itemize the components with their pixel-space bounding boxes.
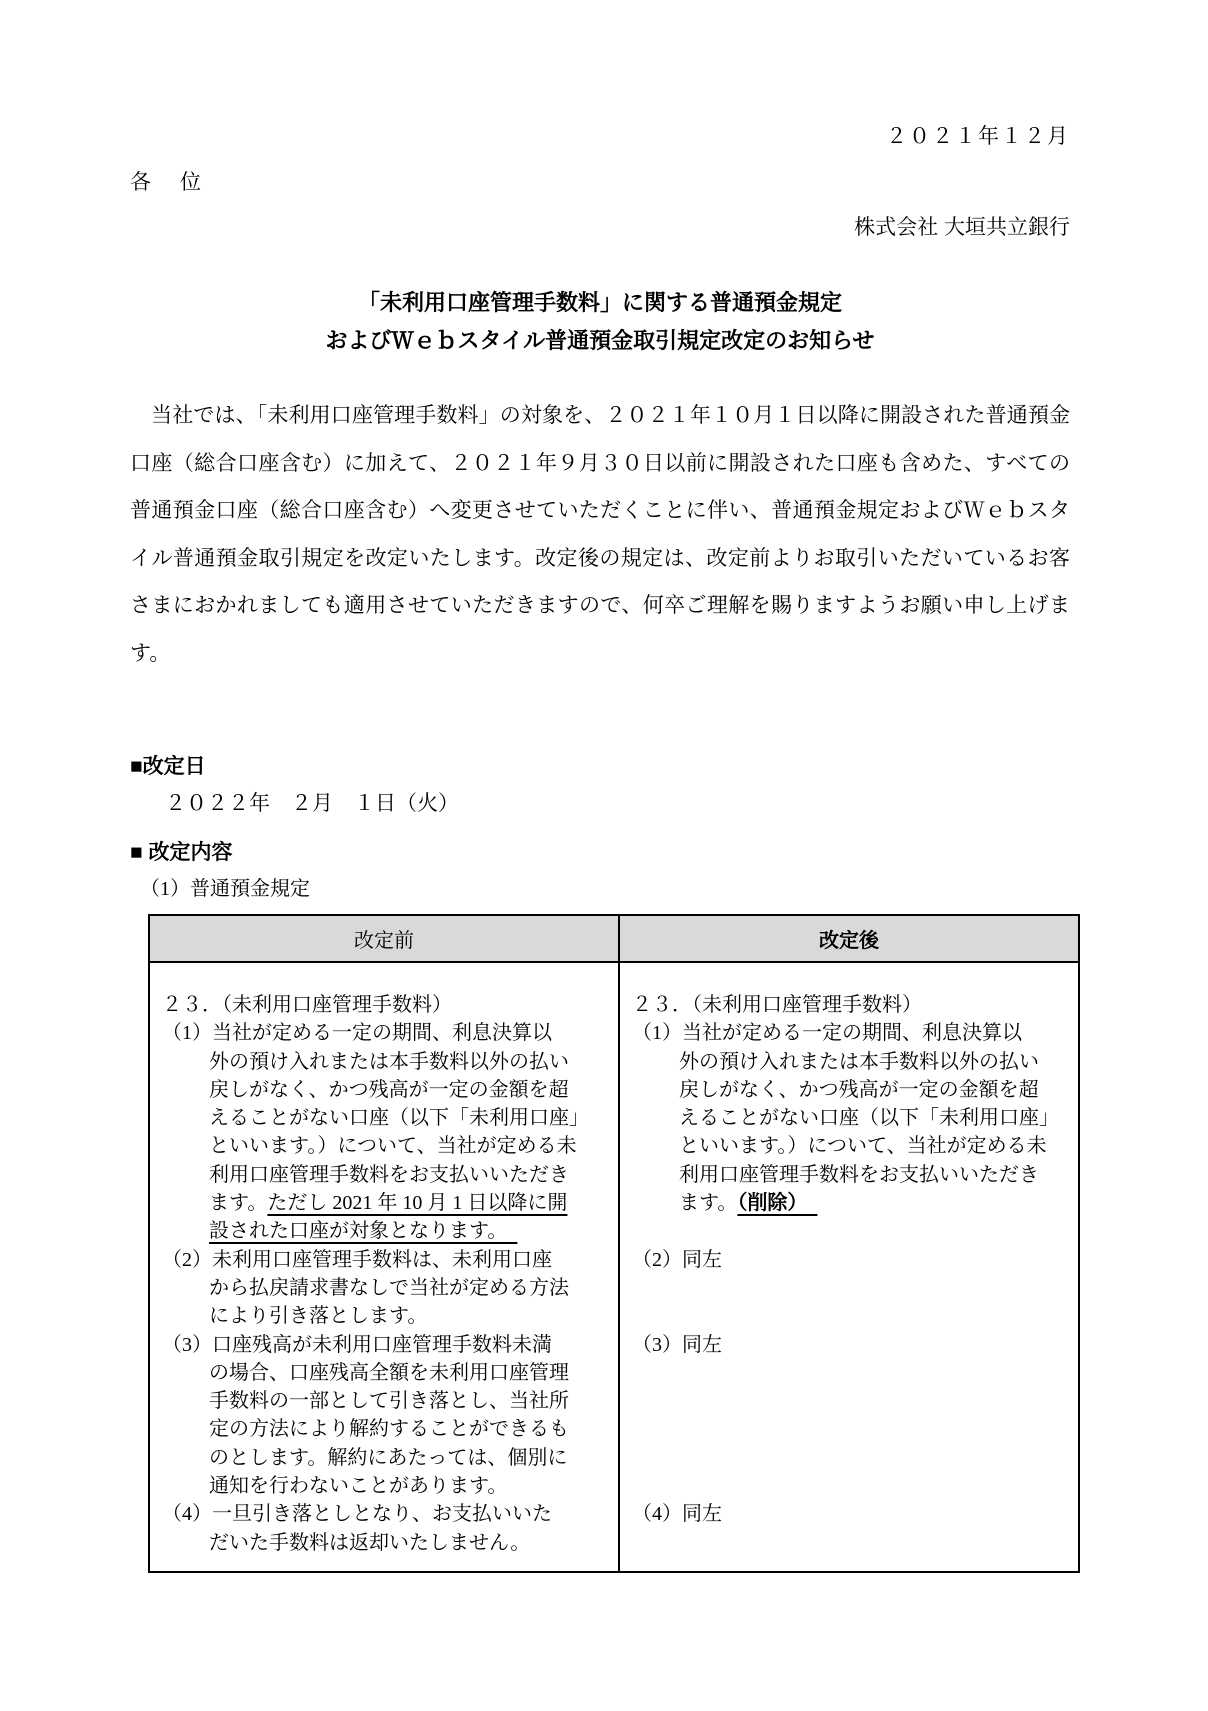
text-segment: 利用口座管理手数料をお支払いいただき	[679, 1163, 1039, 1186]
table-line	[162, 1076, 610, 1104]
table-line	[162, 1444, 610, 1472]
table-line	[632, 1048, 1070, 1076]
table-line	[162, 1246, 610, 1274]
comparison-table-header-row	[149, 915, 1079, 962]
underlined-text: （削除）	[737, 1192, 818, 1215]
text-segment: 利用口座管理手数料をお支払いいただき	[209, 1163, 569, 1186]
text-segment: えることがない口座（以下「未利用口座」	[679, 1107, 1059, 1130]
document-date: ２０２１年１２月	[886, 124, 1070, 148]
revision-date: ２０２２年 ２月 １日（火）	[165, 791, 459, 815]
table-line	[162, 1359, 610, 1387]
company-name: 株式会社 大垣共立銀行	[854, 216, 1070, 239]
revision-content-heading: ■ 改定内容	[130, 841, 233, 864]
text-segment: 外の預け入れまたは本手数料以外の払い	[679, 1050, 1039, 1073]
table-line	[632, 1359, 1070, 1387]
text-segment: ます。	[679, 1192, 738, 1215]
text-segment: 定の方法により解約することができるも	[209, 1418, 569, 1441]
text-segment: ます。	[209, 1192, 268, 1215]
body-paragraph: 当社では、「未利用口座管理手数料」の対象を、２０２１年１０月１日以降に開設された普通預金口座（総合口座含む）に加えて、２０２１年９月３０日以前に開設された口座も含めた、すべての普通預金口座（総合口座含む）へ変更させていただくことに伴い、普通預金規定およびＷｅｂスタイル普通預金取引規定を改定いたします。改定後の規定は、改定前よりお取引いただいているお客さまにおかれましても適用させていただきますので、何卒ご理解を賜りますようお願い申し上げます。	[130, 403, 1070, 665]
table-line	[162, 1472, 610, 1500]
table-line	[162, 1274, 610, 1302]
text-segment: 手数料の一部として引き落とし、当社所	[209, 1390, 569, 1413]
text-segment: 戻しがなく、かつ残高が一定の金額を超	[209, 1078, 569, 1101]
text-segment: の場合、口座残高全額を未利用口座管理	[209, 1361, 569, 1384]
table-line	[162, 1189, 610, 1217]
text-segment: （2）同左	[632, 1248, 722, 1271]
text-segment: により引き落とします。	[209, 1305, 428, 1328]
text-segment: えることがない口座（以下「未利用口座」	[209, 1107, 589, 1130]
text-segment: から払戻請求書なしで当社が定める方法	[209, 1276, 569, 1299]
text-segment: ２３．（未利用口座管理手数料）	[632, 994, 922, 1016]
table-line	[162, 1019, 610, 1047]
document-title-line1: 「未利用口座管理手数料」に関する普通預金規定	[357, 290, 842, 315]
document-title-line2: およびＷｅｂスタイル普通預金取引規定改定のお知らせ	[325, 328, 875, 353]
table-line	[632, 991, 1070, 1019]
text-segment: （3）口座残高が未利用口座管理手数料未満	[162, 1333, 552, 1356]
table-line	[162, 1500, 610, 1528]
table-line	[632, 1246, 1070, 1274]
table-line	[632, 1274, 1070, 1302]
table-line	[632, 1302, 1070, 1330]
header-before-revision: 改定前	[149, 915, 619, 962]
table-line	[632, 1500, 1070, 1528]
table-line	[162, 1387, 610, 1415]
table-line	[162, 1529, 610, 1557]
text-segment: （3）同左	[632, 1333, 722, 1356]
table-line	[632, 1444, 1070, 1472]
table-line	[162, 1331, 610, 1359]
table-line	[162, 1048, 610, 1076]
header-after-revision: 改定後	[619, 915, 1079, 962]
table-line	[162, 1217, 610, 1245]
table-line	[632, 1472, 1070, 1500]
section1-label: （1）普通預金規定	[140, 878, 310, 900]
table-line	[162, 1302, 610, 1330]
table-line	[632, 1132, 1070, 1160]
underlined-text: 設された口座が対象となります。	[209, 1220, 518, 1243]
table-line	[162, 991, 610, 1019]
after-revision-cell	[619, 962, 1079, 1572]
table-line	[162, 1415, 610, 1443]
revision-date-heading: ■改定日	[130, 755, 206, 778]
text-segment: 戻しがなく、かつ残高が一定の金額を超	[679, 1078, 1039, 1101]
table-line	[632, 1529, 1070, 1557]
comparison-table	[148, 914, 1080, 1573]
text-segment: 外の預け入れまたは本手数料以外の払い	[209, 1050, 569, 1073]
table-line	[632, 1415, 1070, 1443]
table-line	[632, 1331, 1070, 1359]
table-line	[632, 1161, 1070, 1189]
table-line	[162, 1161, 610, 1189]
salutation: 各 位	[130, 170, 205, 194]
table-line	[632, 1104, 1070, 1132]
table-line	[632, 1387, 1070, 1415]
before-revision-cell	[149, 962, 619, 1572]
text-segment: （4）一旦引き落としとなり、お支払いいた	[162, 1503, 552, 1526]
text-segment: といいます。）について、当社が定める未	[679, 1135, 1047, 1158]
comparison-table-body-row	[149, 962, 1079, 1572]
text-segment: （1）当社が定める一定の期間、利息決算以	[632, 1022, 1022, 1045]
underlined-text: ただし 2021 年 10 月 1 日以降に開	[267, 1192, 568, 1215]
text-segment: といいます。）について、当社が定める未	[209, 1135, 577, 1158]
table-line	[632, 1076, 1070, 1104]
table-line	[162, 1104, 610, 1132]
text-segment: 通知を行わないことがあります。	[209, 1475, 508, 1498]
text-segment: のとします。解約にあたっては、個別に	[209, 1446, 568, 1469]
text-segment: （2）未利用口座管理手数料は、未利用口座	[162, 1248, 552, 1271]
document-title	[130, 284, 1070, 360]
text-segment: （1）当社が定める一定の期間、利息決算以	[162, 1022, 552, 1045]
table-line	[632, 1217, 1070, 1245]
table-line	[632, 1189, 1070, 1217]
table-line	[632, 1019, 1070, 1047]
table-line	[162, 1132, 610, 1160]
text-segment: ２３．（未利用口座管理手数料）	[162, 994, 452, 1016]
text-segment: （4）同左	[632, 1503, 722, 1526]
text-segment: だいた手数料は返却いたしません。	[209, 1531, 531, 1554]
